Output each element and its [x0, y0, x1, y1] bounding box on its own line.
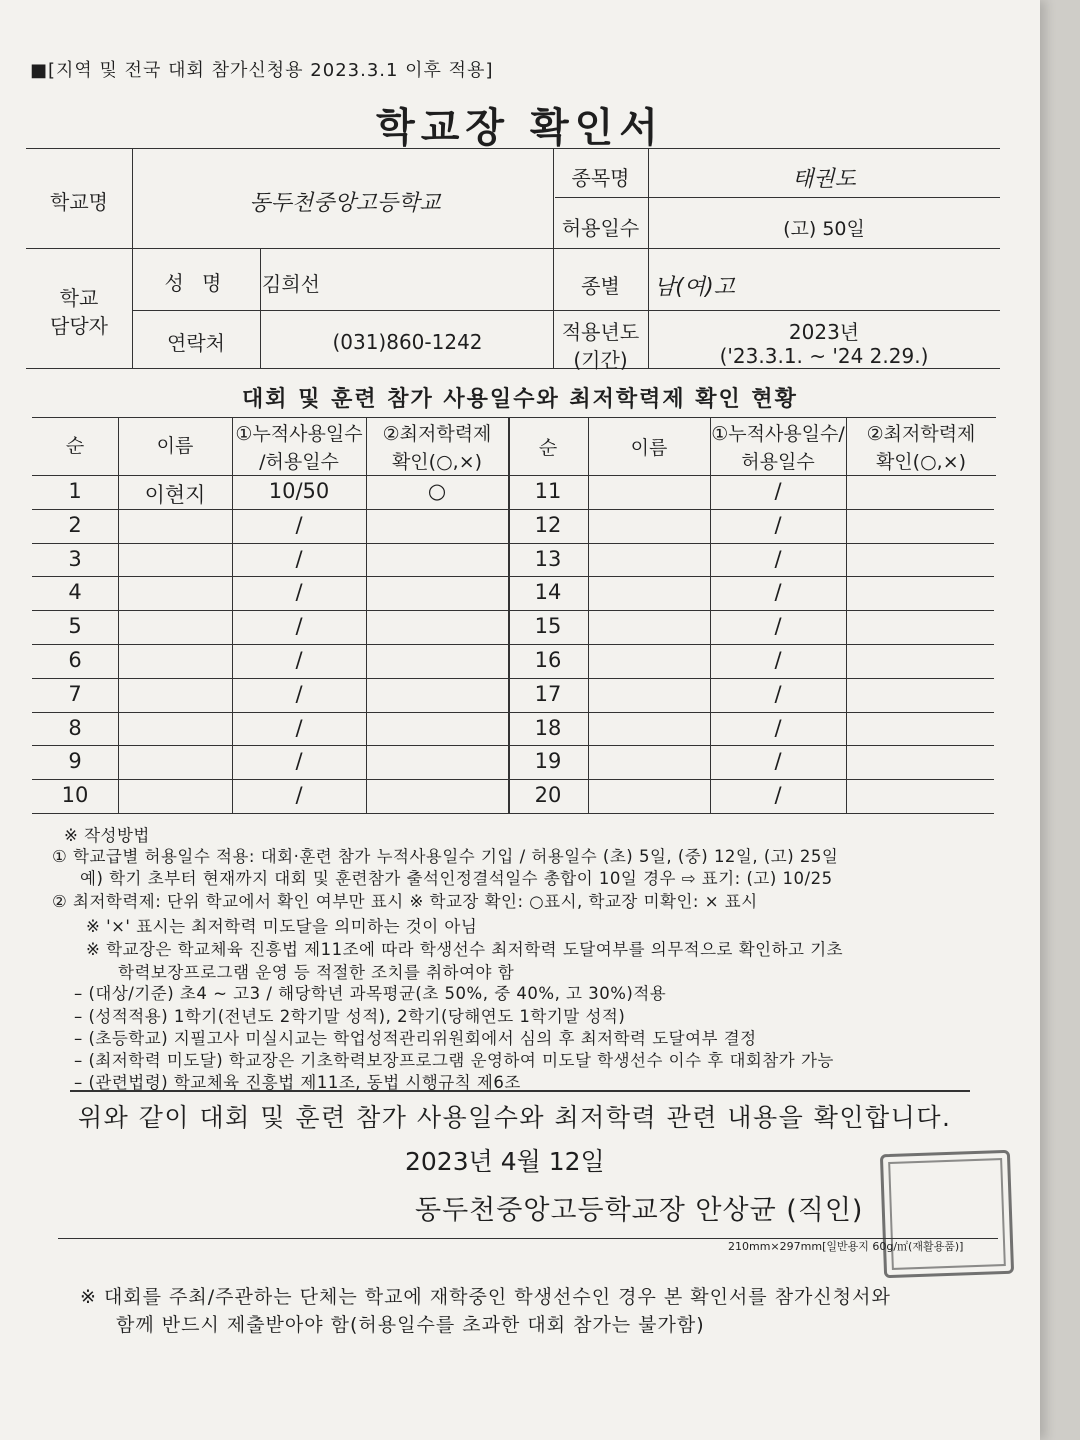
instruction-line: – (관련법령) 학교체육 진흥법 제11조, 동법 시행규칙 제6조 — [74, 1073, 521, 1092]
year-label-1: 적용년도 — [561, 320, 640, 344]
paper-spec: 210mm×297mm[일반용지 60g/㎡(재활용품)] — [728, 1240, 964, 1253]
col-header-name-left: 이름 — [156, 435, 194, 457]
col-header-name-right: 이름 — [630, 437, 668, 459]
table-cell-left-no: 7 — [68, 681, 82, 706]
table-cell-right-days: / — [774, 580, 782, 605]
table-cell-left-no: 2 — [68, 512, 82, 537]
table-section-title: 대회 및 훈련 참가 사용일수와 최저학력제 확인 현황 — [242, 387, 798, 412]
gender-value: 남(여)고 — [654, 275, 735, 300]
instruction-line: ② 최저학력제: 단위 학교에서 확인 여부만 표시 ※ 학교장 확인: ○표시, 학교장 미확인: × 표시 — [52, 892, 758, 911]
manager-label-2: 담당자 — [50, 314, 108, 338]
table-row-rule — [32, 779, 994, 780]
year-value-2: ('23.3.1. ~ '24 2.29.) — [719, 344, 929, 368]
table-cell-left-days: / — [295, 546, 303, 571]
col-header-check-right-2: 확인(○,×) — [875, 451, 967, 473]
allowed-days-label: 허용일수 — [561, 216, 640, 240]
school-seal — [880, 1150, 1014, 1278]
table-cell-left-no: 6 — [68, 648, 82, 672]
instruction-line: – (대상/기준) 초4 ~ 고3 / 해당학년 과목평균(초 50%, 중 40%, 고 30%)적용 — [74, 984, 667, 1003]
name-label: 성 명 — [164, 271, 228, 295]
sport-label: 종목명 — [571, 166, 630, 190]
table-cell-right-days: / — [774, 479, 782, 503]
confirmation-statement: 위와 같이 대회 및 훈련 참가 사용일수와 최저학력 관련 내용을 확인합니다. — [78, 1103, 952, 1132]
year-label-2: (기간) — [573, 348, 628, 372]
instruction-line: ① 학교급별 허용일수 적용: 대회·훈련 참가 누적사용일수 기입 / 허용일수 (초) 5일, (중) 12일, (고) 25일 — [52, 847, 839, 866]
table-cell-left-no: 4 — [68, 580, 82, 605]
table-cell-right-days: / — [774, 783, 782, 808]
table-cell-right-no: 19 — [534, 749, 562, 774]
table-cell-right-no: 16 — [534, 648, 562, 672]
table-cell-left-no: 9 — [68, 749, 82, 774]
table-cell-right-days: / — [774, 512, 782, 537]
table-cell-left-no: 10 — [61, 783, 89, 808]
table-cell-right-no: 11 — [534, 479, 562, 503]
instruction-line: – (성적적용) 1학기(전년도 2학기말 성적), 2학기(당해연도 1학기말 성적) — [74, 1007, 626, 1026]
col-header-days-left-1: ①누적사용일수 — [235, 423, 363, 445]
instruction-line: – (최저학력 미도달) 학교장은 기초학력보장프로그램 운영하여 미도달 학생선수 이수 후 대회참가 가능 — [74, 1051, 834, 1070]
footer-note-2: 함께 반드시 제출받아야 함(허용일수를 초과한 대회 참가는 불가함) — [116, 1314, 705, 1336]
table-cell-left-days: / — [295, 580, 303, 605]
table-cell-right-no: 18 — [534, 715, 562, 740]
col-header-no-right: 순 — [538, 437, 558, 459]
table-cell-left-no: 5 — [68, 614, 82, 639]
table-row-rule — [32, 509, 994, 510]
table-cell-right-days: / — [774, 614, 782, 639]
school-label: 학교명 — [50, 190, 108, 214]
table-cell-right-days: / — [774, 648, 782, 672]
table-cell-right-days: / — [774, 681, 782, 706]
contact-value: (031)860-1242 — [332, 330, 483, 354]
info-top-rule — [26, 148, 1000, 149]
instruction-line: 예) 학기 초부터 현재까지 대회 및 훈련참가 출석인정결석일수 총합이 10일 경우 ⇨ 표기: (고) 10/25 — [80, 869, 833, 888]
table-cell-right-no: 17 — [534, 681, 562, 706]
table-row-rule — [32, 745, 994, 746]
table-row-rule — [32, 644, 994, 645]
col-header-check-left-1: ②최저학력제 — [382, 423, 492, 445]
table-cell-left-no: 3 — [68, 546, 82, 571]
table-cell-left-no: 1 — [68, 479, 82, 503]
table-cell-right-no: 14 — [534, 580, 562, 605]
table-cell-left-days: / — [295, 681, 303, 706]
col-header-days-right-1: ①누적사용일수/ — [711, 423, 845, 445]
table-cell-right-no: 12 — [534, 512, 562, 537]
table-row-rule — [32, 610, 994, 611]
instructions-heading: ※ 작성방법 — [64, 826, 150, 845]
instruction-line: ※ '×' 표시는 최저학력 미도달을 의미하는 것이 아님 — [86, 917, 478, 936]
manager-label-1: 학교 — [59, 286, 99, 310]
instruction-line: – (초등학교) 지필고사 미실시교는 학업성적관리위원회에서 심의 후 최저학력 도달여부 결정 — [74, 1029, 757, 1048]
contact-label: 연락처 — [167, 331, 225, 355]
instruction-line: ※ 학교장은 학교체육 진흥법 제11조에 따라 학생선수 최저학력 도달여부를 의무적으로 확인하고 기초 — [86, 940, 844, 959]
table-cell-right-days: / — [774, 715, 782, 740]
table-cell-right-days: / — [774, 546, 782, 571]
confirmation-date: 2023년 4월 12일 — [405, 1147, 605, 1176]
top-note: ■[지역 및 전국 대회 참가신청용 2023.3.1 이후 적용] — [30, 60, 494, 81]
year-value-1: 2023년 — [788, 320, 860, 344]
name-value: 김희선 — [262, 272, 320, 296]
sport-value: 태권도 — [792, 167, 856, 192]
table-cell-right-no: 15 — [534, 614, 562, 639]
info-bottom-rule — [26, 368, 1000, 369]
table-cell-left-days: / — [295, 749, 303, 774]
table-cell-left-name: 이현지 — [144, 483, 206, 507]
table-cell-right-no: 13 — [534, 546, 562, 571]
col-header-check-left-2: 확인(○,×) — [391, 451, 483, 473]
allowed-days-value: (고) 50일 — [783, 218, 865, 240]
col-header-check-right-1: ②최저학력제 — [866, 423, 976, 445]
document-title: 학교장 확인서 — [376, 105, 664, 151]
gender-label: 종별 — [581, 274, 620, 298]
table-cell-left-check: ○ — [427, 479, 447, 503]
table-row-rule — [32, 712, 994, 713]
table-cell-left-days: / — [295, 648, 303, 672]
col-header-no-left: 순 — [65, 435, 85, 457]
table-row-rule — [32, 543, 994, 544]
table-row-rule — [32, 576, 994, 577]
table-row-rule — [32, 678, 994, 679]
instruction-line: 학력보장프로그램 운영 등 적절한 조치를 취하여야 함 — [118, 963, 515, 982]
table-cell-left-days: 10/50 — [268, 479, 330, 503]
col-header-days-right-2: 허용일수 — [741, 451, 815, 473]
table-row-rule — [32, 813, 994, 814]
principal-signature: 동두천중앙고등학교장 안상균 (직인) — [415, 1195, 864, 1226]
table-cell-left-days: / — [295, 715, 303, 740]
table-cell-right-days: / — [774, 749, 782, 774]
table-cell-left-days: / — [295, 512, 303, 537]
table-cell-left-no: 8 — [68, 715, 82, 740]
col-header-days-left-2: /허용일수 — [259, 451, 339, 473]
table-cell-left-days: / — [295, 614, 303, 639]
school-value: 동두천중앙고등학교 — [249, 191, 441, 216]
table-cell-left-days: / — [295, 783, 303, 808]
table-cell-right-no: 20 — [534, 783, 562, 808]
footer-note-1: ※ 대회를 주최/주관하는 단체는 학교에 재학중인 학생선수인 경우 본 확인서를 참가신청서와 — [80, 1286, 891, 1308]
